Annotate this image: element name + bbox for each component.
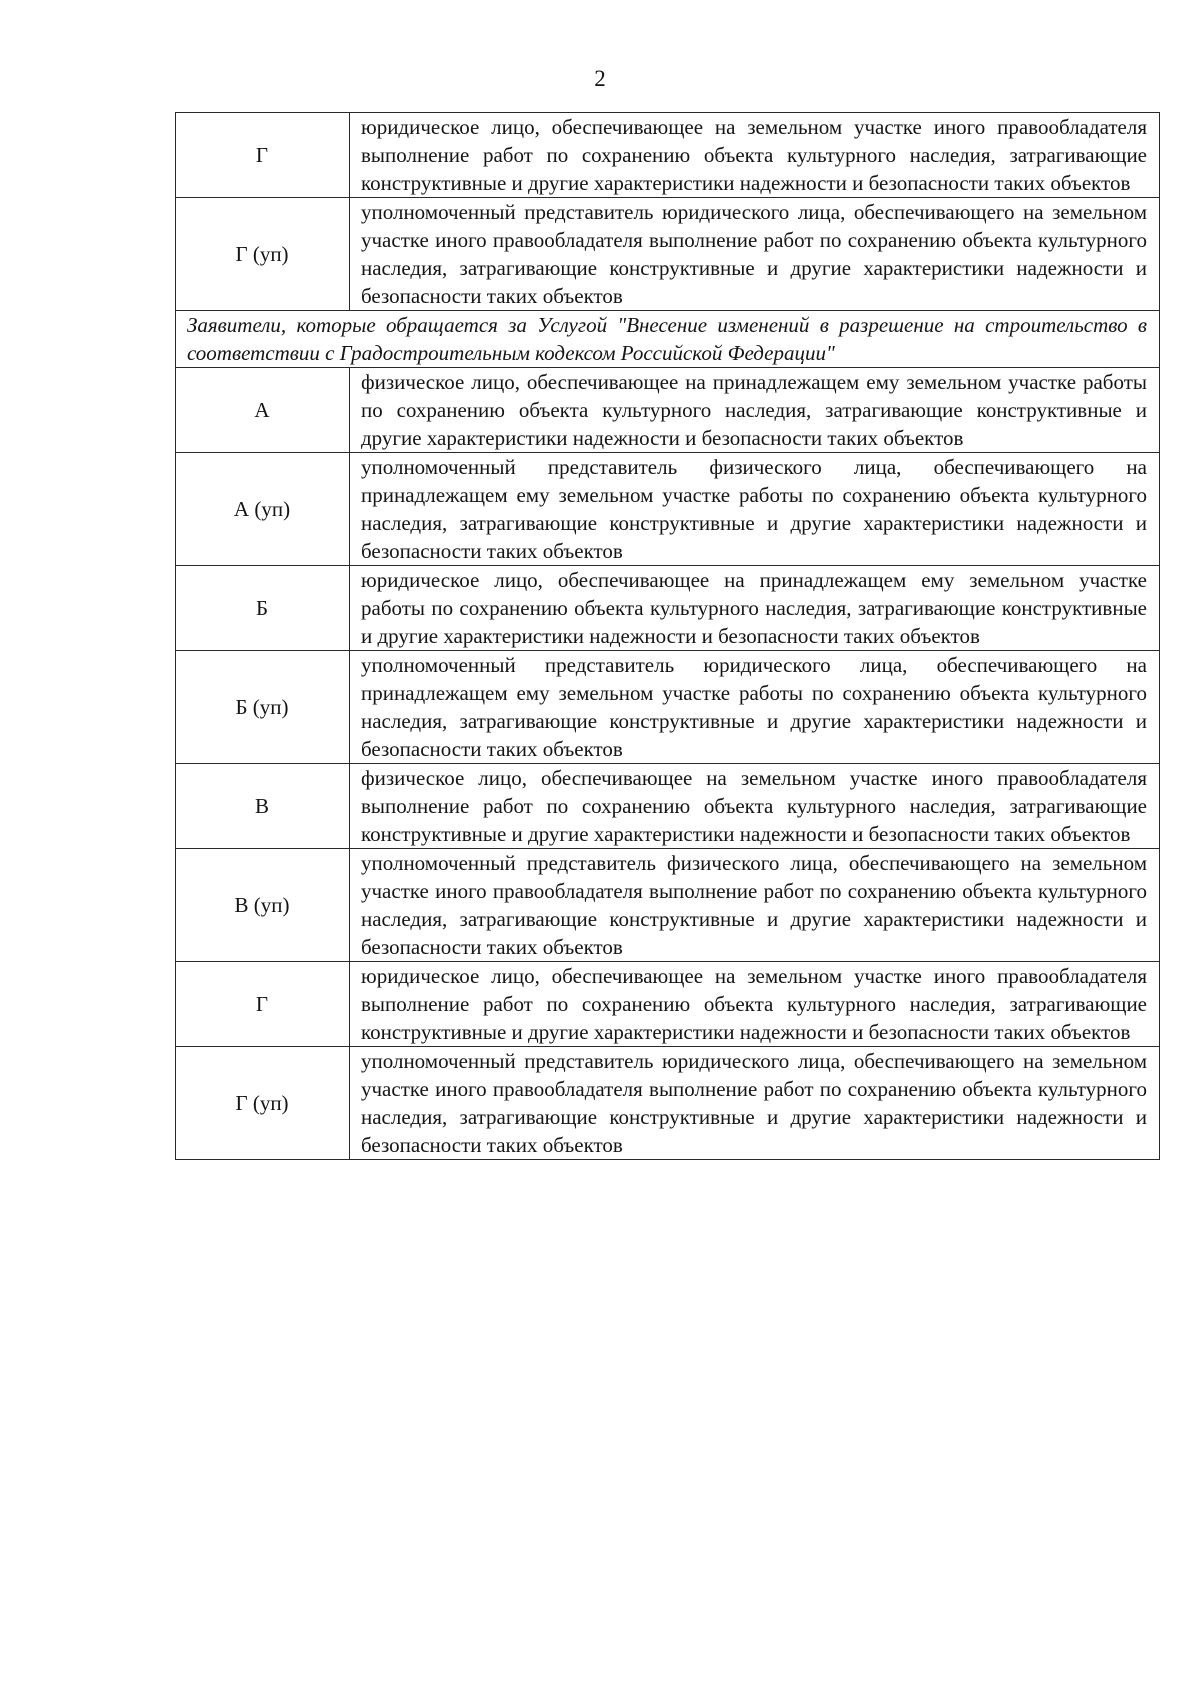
applicant-code: Г (176, 113, 350, 198)
table-row (176, 849, 1160, 962)
section-header-row (176, 311, 1160, 368)
table-row (176, 962, 1160, 1047)
page-number: 2 (594, 66, 606, 91)
applicant-description: уполномоченный представитель физического лица, обеспечивающего на земельном участке иного правообладателя выполнение работ по сохранению объекта культурного наследия, затрагивающие конструктивные и другие характеристики надежности и безопасности таких объектов (350, 849, 1160, 962)
applicant-description: юридическое лицо, обеспечивающее на земельном участке иного правообладателя выполнение работ по сохранению объекта культурного наследия, затрагивающие конструктивные и другие характеристики надежности и безопасности таких объектов (350, 962, 1160, 1047)
applicant-description: уполномоченный представитель физического лица, обеспечивающего на принадлежащем ему земельном участке работы по сохранению объекта культурного наследия, затрагивающие конструктивные и другие характеристики надежности и безопасности таких объектов (350, 453, 1160, 566)
applicant-code: Г (уп) (176, 198, 350, 311)
table-row (176, 1047, 1160, 1160)
applicant-description: юридическое лицо, обеспечивающее на принадлежащем ему земельном участке работы по сохранению объекта культурного наследия, затрагивающие конструктивные и другие характеристики надежности и безопасности таких объектов (350, 566, 1160, 651)
applicant-description: уполномоченный представитель юридического лица, обеспечивающего на земельном участке иного правообладателя выполнение работ по сохранению объекта культурного наследия, затрагивающие конструктивные и другие характеристики надежности и безопасности таких объектов (350, 1047, 1160, 1160)
applicant-code: В (176, 764, 350, 849)
applicant-description: юридическое лицо, обеспечивающее на земельном участке иного правообладателя выполнение работ по сохранению объекта культурного наследия, затрагивающие конструктивные и другие характеристики надежности и безопасности таких объектов (350, 113, 1160, 198)
table-row (176, 566, 1160, 651)
table-row (176, 764, 1160, 849)
applicant-code: Г (уп) (176, 1047, 350, 1160)
applicant-code: Б (уп) (176, 651, 350, 764)
table-row (176, 368, 1160, 453)
applicant-description: уполномоченный представитель юридического лица, обеспечивающего на земельном участке иного правообладателя выполнение работ по сохранению объекта культурного наследия, затрагивающие конструктивные и другие характеристики надежности и безопасности таких объектов (350, 198, 1160, 311)
table-row (176, 198, 1160, 311)
applicants-table (175, 112, 1160, 1160)
applicant-code: Г (176, 962, 350, 1047)
section-header: Заявители, которые обращается за Услугой "Внесение изменений в разрешение на строительство в соответствии с Градостроительным кодексом Российской Федерации" (176, 311, 1160, 368)
applicant-code: А (176, 368, 350, 453)
table-row (176, 453, 1160, 566)
applicant-code: В (уп) (176, 849, 350, 962)
applicant-description: уполномоченный представитель юридического лица, обеспечивающего на принадлежащем ему земельном участке работы по сохранению объекта культурного наследия, затрагивающие конструктивные и другие характеристики надежности и безопасности таких объектов (350, 651, 1160, 764)
table-row (176, 113, 1160, 198)
applicant-code: А (уп) (176, 453, 350, 566)
applicant-description: физическое лицо, обеспечивающее на принадлежащем ему земельном участке работы по сохранению объекта культурного наследия, затрагивающие конструктивные и другие характеристики надежности и безопасности таких объектов (350, 368, 1160, 453)
applicant-description: физическое лицо, обеспечивающее на земельном участке иного правообладателя выполнение работ по сохранению объекта культурного наследия, затрагивающие конструктивные и другие характеристики надежности и безопасности таких объектов (350, 764, 1160, 849)
applicant-code: Б (176, 566, 350, 651)
table-row (176, 651, 1160, 764)
